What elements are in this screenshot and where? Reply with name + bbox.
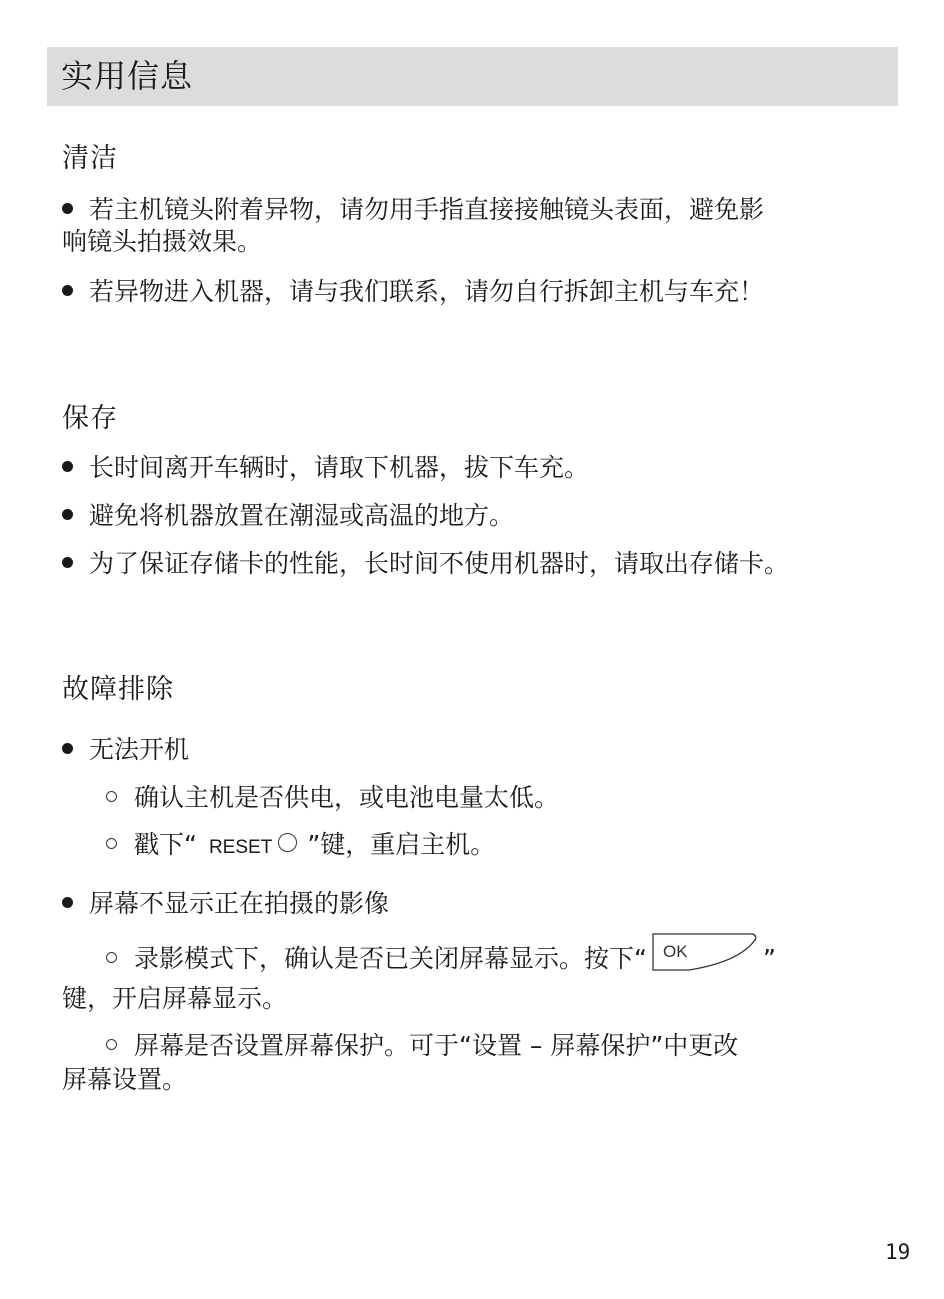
cleaning-bullet-1	[62, 194, 892, 226]
sub-bullet-icon	[106, 838, 117, 849]
trouble-item-1-sub-1-text: 确认主机是否供电，或电池电量太低。	[134, 783, 560, 812]
section-title-storage: 保存	[62, 403, 118, 434]
storage-bullet-1-text: 长时间离开车辆时，请取下机器，拔下车充。	[89, 453, 590, 482]
storage-bullet-3	[62, 548, 892, 580]
section-title-cleaning: 清洁	[62, 143, 118, 174]
trouble-item-2-sub-2-text: 屏幕是否设置屏幕保护。可于“设置 – 屏幕保护”中更改	[134, 1031, 739, 1060]
trouble-item-2-sub-1	[106, 935, 776, 985]
bullet-icon	[62, 743, 73, 754]
trouble-item-2-sub-1-prefix: 录影模式下，确认是否已关闭屏幕显示。按下“	[134, 944, 647, 973]
trouble-item-2-sub-1-suffix: ”	[762, 944, 776, 973]
cleaning-bullet-1-text: 若主机镜头附着异物，请勿用手指直接接触镜头表面，避免影	[89, 195, 765, 224]
sub-bullet-icon	[106, 952, 117, 963]
bullet-icon	[62, 203, 73, 214]
trouble-item-1-sub-2-suffix: ”键，重启主机。	[307, 830, 496, 859]
reset-hole-icon	[278, 833, 297, 852]
bullet-icon	[62, 897, 73, 908]
ok-button-graphic	[649, 932, 761, 974]
trouble-item-2-sub-2-continuation: 屏幕设置。	[62, 1065, 188, 1094]
trouble-item-1	[62, 734, 892, 766]
bullet-icon	[62, 509, 73, 520]
trouble-item-1-sub-2-prefix: 戳下“	[134, 830, 197, 859]
storage-bullet-1	[62, 452, 892, 484]
sub-bullet-icon	[106, 791, 117, 802]
bullet-icon	[62, 285, 73, 296]
bullet-icon	[62, 557, 73, 568]
ok-button-icon	[649, 932, 761, 982]
trouble-item-1-sub-1	[106, 782, 559, 814]
trouble-item-1-sub-2	[106, 829, 495, 864]
trouble-item-2	[62, 888, 892, 920]
storage-bullet-3-text: 为了保证存储卡的性能，长时间不使用机器时，请取出存储卡。	[89, 549, 790, 578]
cleaning-bullet-2-text: 若异物进入机器，请与我们联系，请勿自行拆卸主机与车充！	[89, 277, 765, 306]
page-title: 实用信息	[61, 57, 194, 95]
cleaning-bullet-2	[62, 276, 892, 308]
ok-button-label: OK	[662, 942, 688, 961]
bullet-icon	[62, 461, 73, 472]
section-title-troubleshooting: 故障排除	[62, 674, 174, 705]
storage-bullet-2	[62, 500, 892, 532]
trouble-item-2-label: 屏幕不显示正在拍摄的影像	[89, 889, 390, 918]
sub-bullet-icon	[106, 1039, 117, 1050]
trouble-item-2-sub-1-continuation: 键，开启屏幕显示。	[62, 984, 288, 1013]
trouble-item-1-label: 无法开机	[89, 735, 190, 764]
trouble-item-2-sub-2	[106, 1030, 738, 1062]
page-header	[47, 47, 898, 106]
cleaning-bullet-1-continuation: 响镜头拍摄效果。	[62, 227, 263, 256]
reset-label: RESET	[208, 837, 273, 858]
storage-bullet-2-text: 避免将机器放置在潮湿或高温的地方。	[89, 501, 515, 530]
page-number: 19	[885, 1240, 911, 1264]
